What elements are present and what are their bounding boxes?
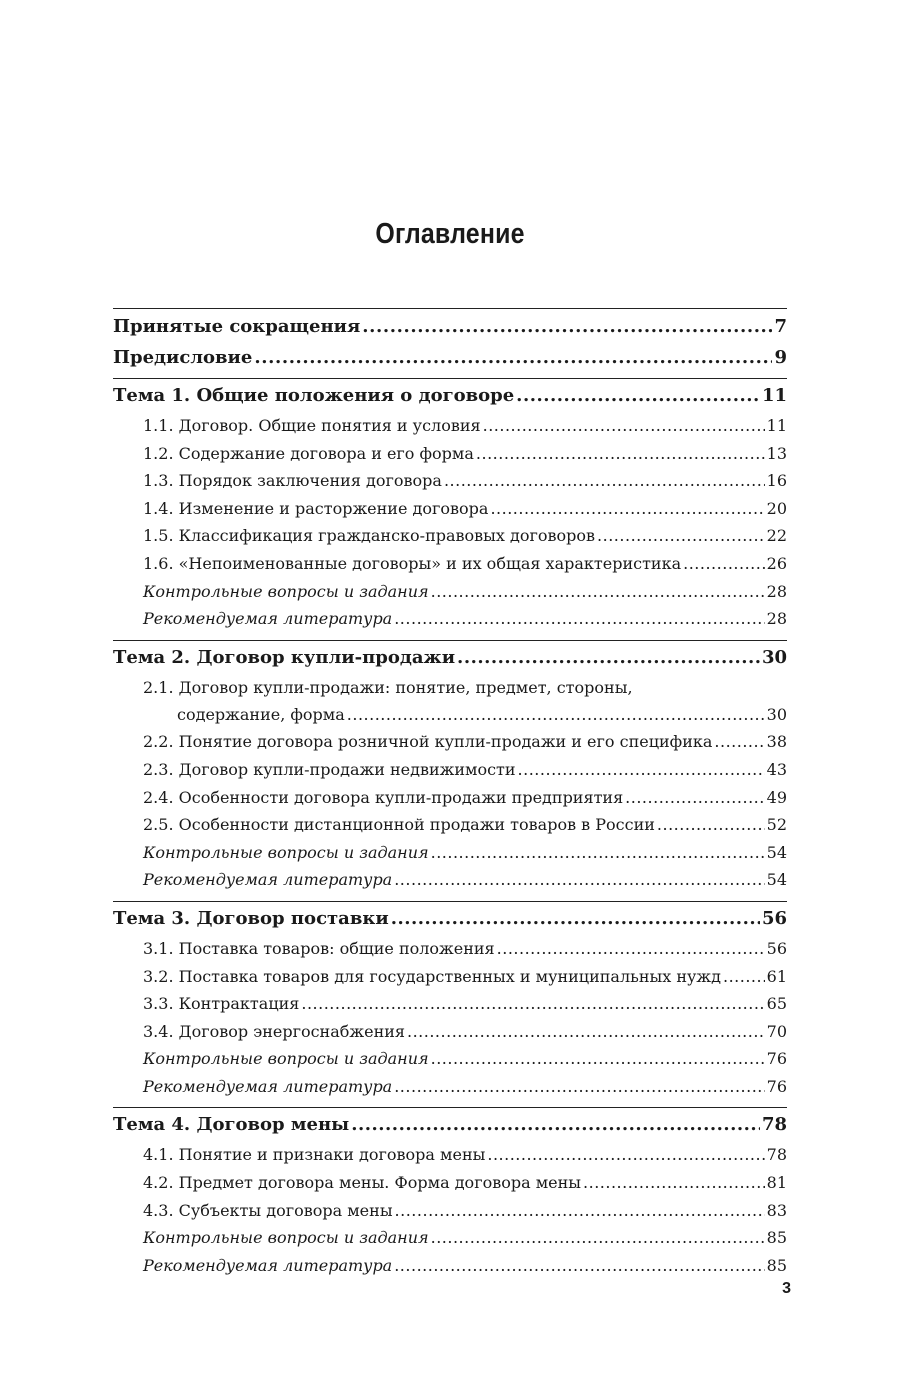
toc-entry-page: 85 — [766, 1255, 787, 1275]
toc-entry-title: 1.6. «Непоименованные договоры» и их общая характеристика — [143, 553, 682, 573]
toc-entry-page: 9 — [774, 347, 787, 368]
toc-entry-title: 1.4. Изменение и расторжение договора — [143, 498, 489, 518]
toc-entry-title: 2.2. Понятие договора розничной купли-продажи и его специфика — [143, 732, 713, 752]
toc-entry-title: Контрольные вопросы и задания — [143, 1228, 429, 1248]
toc-topic-entry[interactable] — [113, 1108, 787, 1141]
dot-leader — [723, 963, 765, 991]
table-of-contents — [113, 308, 787, 1286]
toc-entry-page: 54 — [766, 870, 787, 890]
dot-leader — [431, 1224, 765, 1252]
toc-entry[interactable] — [113, 728, 787, 756]
toc-entry-title: 3.4. Договор энергоснабжения — [143, 1021, 405, 1041]
toc-entry[interactable] — [113, 412, 787, 440]
toc-entry-page: 28 — [766, 609, 787, 629]
toc-entry-extra[interactable] — [113, 605, 787, 633]
toc-entry[interactable] — [113, 756, 787, 784]
toc-entry-title: содержание, форма — [177, 704, 345, 724]
toc-entry-page: 54 — [766, 842, 787, 862]
dot-leader — [483, 412, 765, 440]
toc-entry-page: 26 — [766, 553, 787, 573]
toc-topic-block — [113, 901, 787, 1108]
toc-entry-title: Контрольные вопросы и задания — [143, 1049, 429, 1069]
toc-entry-extra[interactable] — [113, 1224, 787, 1252]
toc-topic-block — [113, 640, 787, 901]
toc-entry-page: 43 — [766, 759, 787, 779]
toc-entry-page: 52 — [766, 815, 787, 835]
toc-topic-title: Тема 1. Общие положения о договоре — [113, 385, 515, 406]
toc-entry-title: 1.1. Договор. Общие понятия и условия — [143, 416, 481, 435]
dot-leader — [394, 866, 764, 894]
toc-entry-extra[interactable] — [113, 839, 787, 867]
toc-entry-page: 61 — [766, 966, 787, 986]
toc-entry-title: 4.3. Субъекты договора мены — [143, 1200, 393, 1220]
dot-leader — [518, 756, 765, 784]
toc-entry-page: 22 — [766, 526, 787, 546]
toc-entry-title: Предисловие — [113, 347, 253, 368]
toc-topic-block — [113, 1107, 787, 1286]
toc-entry-extra[interactable] — [113, 866, 787, 894]
toc-entry[interactable] — [113, 963, 787, 991]
toc-topic-block — [113, 378, 787, 640]
dot-leader — [683, 550, 765, 578]
dot-leader — [497, 935, 765, 963]
toc-entry-page: 76 — [766, 1076, 787, 1096]
toc-entry-page: 56 — [766, 938, 787, 958]
dot-leader — [431, 1045, 765, 1073]
dot-leader — [395, 1197, 765, 1225]
dot-leader — [714, 728, 764, 756]
toc-entry[interactable] — [113, 1197, 787, 1225]
page-number: 3 — [782, 1280, 791, 1297]
toc-entry-page: 7 — [774, 316, 787, 337]
toc-entry-title: Рекомендуемая литература — [143, 609, 393, 629]
toc-entry-page: 38 — [766, 732, 787, 752]
toc-entry[interactable] — [113, 701, 787, 729]
toc-entry[interactable] — [113, 935, 787, 963]
toc-entry-title: 3.3. Контрактация — [143, 994, 300, 1014]
toc-entry-page: 81 — [766, 1173, 787, 1193]
toc-entry-title: 2.3. Договор купли-продажи недвижимости — [143, 759, 516, 779]
dot-leader — [657, 811, 765, 839]
toc-entry[interactable] — [113, 440, 787, 468]
toc-entry-title: Рекомендуемая литература — [143, 1076, 393, 1096]
toc-entry-title: 2.4. Особенности договора купли-продажи предприятия — [143, 787, 624, 807]
toc-entry[interactable] — [113, 990, 787, 1018]
toc-entry-title: Принятые сокращения — [113, 316, 361, 337]
dot-leader — [444, 467, 765, 495]
toc-entry-title: 1.3. Порядок заключения договора — [143, 471, 442, 491]
toc-entry-extra[interactable] — [113, 578, 787, 606]
toc-entry-title: Контрольные вопросы и задания — [143, 842, 429, 862]
toc-entry-page: 76 — [766, 1049, 787, 1069]
toc-entry-title: Рекомендуемая литература — [143, 870, 393, 890]
toc-entry-extra[interactable] — [113, 1073, 787, 1101]
dot-leader — [347, 701, 765, 729]
dot-leader — [516, 379, 760, 412]
toc-entry[interactable] — [113, 467, 787, 495]
dot-leader — [351, 1108, 760, 1141]
toc-entry-page: 78 — [766, 1145, 787, 1165]
dot-leader — [625, 784, 764, 812]
toc-entry-title: Контрольные вопросы и задания — [143, 581, 429, 601]
dot-leader — [490, 495, 764, 523]
toc-entry-extra[interactable] — [113, 1045, 787, 1073]
toc-entry-title: 1.2. Содержание договора и его форма — [143, 443, 474, 463]
toc-entry[interactable] — [113, 495, 787, 523]
toc-entry-extra[interactable] — [113, 1252, 787, 1280]
toc-entry-title: 4.2. Предмет договора мены. Форма договора мены — [143, 1173, 582, 1193]
toc-entry[interactable] — [113, 784, 787, 812]
toc-entry-page: 85 — [766, 1228, 787, 1248]
dot-leader — [394, 1073, 764, 1101]
dot-leader — [457, 641, 760, 674]
dot-leader — [301, 990, 764, 1018]
toc-entry-page: 83 — [766, 1200, 787, 1220]
toc-entry-page: 28 — [766, 581, 787, 601]
toc-entry-page: 30 — [766, 704, 787, 724]
toc-entry-title: 3.1. Поставка товаров: общие положения — [143, 938, 495, 958]
toc-entry[interactable] — [113, 1169, 787, 1197]
toc-topic-page: 78 — [761, 1114, 787, 1136]
dot-leader — [597, 522, 765, 550]
dot-leader — [431, 839, 765, 867]
toc-entry-title: 2.5. Особенности дистанционной продажи товаров в России — [143, 815, 655, 835]
dot-leader — [487, 1141, 764, 1169]
separator-line — [113, 308, 787, 309]
toc-entry[interactable] — [113, 550, 787, 578]
page-title: Оглавление — [375, 218, 525, 250]
toc-topic-entry[interactable] — [113, 379, 787, 412]
toc-entry-page: 11 — [766, 416, 787, 435]
toc-topic-title: Тема 4. Договор мены — [113, 1114, 350, 1136]
toc-entry[interactable] — [113, 1018, 787, 1046]
toc-topics — [113, 378, 787, 1286]
toc-entry-title: Рекомендуемая литература — [143, 1255, 393, 1275]
dot-leader — [394, 1252, 764, 1280]
toc-topic-title: Тема 3. Договор поставки — [113, 907, 389, 929]
dot-leader — [362, 311, 772, 342]
dot-leader — [583, 1169, 765, 1197]
toc-topic-entry[interactable] — [113, 641, 787, 674]
dot-leader — [476, 440, 765, 468]
toc-entry-line[interactable]: 2.1. Договор купли-продажи: понятие, предмет, стороны, — [143, 677, 633, 697]
toc-topic-page: 30 — [761, 646, 787, 668]
toc-entry-page: 20 — [766, 498, 787, 518]
toc-entry[interactable] — [113, 1141, 787, 1169]
toc-entry-page: 16 — [766, 471, 787, 491]
toc-topic-entry[interactable] — [113, 902, 787, 935]
dot-leader — [431, 578, 765, 606]
toc-topic-title: Тема 2. Договор купли-продажи — [113, 646, 456, 668]
toc-topic-page: 56 — [761, 907, 787, 929]
toc-entry-title: 4.1. Понятие и признаки договора мены — [143, 1145, 486, 1165]
dot-leader — [254, 342, 772, 373]
toc-entry-abbreviations[interactable] — [113, 311, 787, 342]
dot-leader — [407, 1018, 765, 1046]
toc-entry-page: 49 — [766, 787, 787, 807]
toc-entry[interactable] — [113, 811, 787, 839]
toc-entry-title: 3.2. Поставка товаров для государственных и муниципальных нужд — [143, 966, 721, 986]
toc-entry-page: 70 — [766, 1021, 787, 1041]
toc-topic-page: 11 — [761, 385, 787, 406]
toc-entry-page: 65 — [766, 994, 787, 1014]
toc-entry-preface[interactable] — [113, 342, 787, 373]
toc-entry-title: 1.5. Классификация гражданско-правовых договоров — [143, 526, 596, 546]
toc-entry-page: 13 — [766, 443, 787, 463]
dot-leader — [394, 605, 764, 633]
toc-entry[interactable] — [113, 522, 787, 550]
dot-leader — [391, 902, 760, 935]
